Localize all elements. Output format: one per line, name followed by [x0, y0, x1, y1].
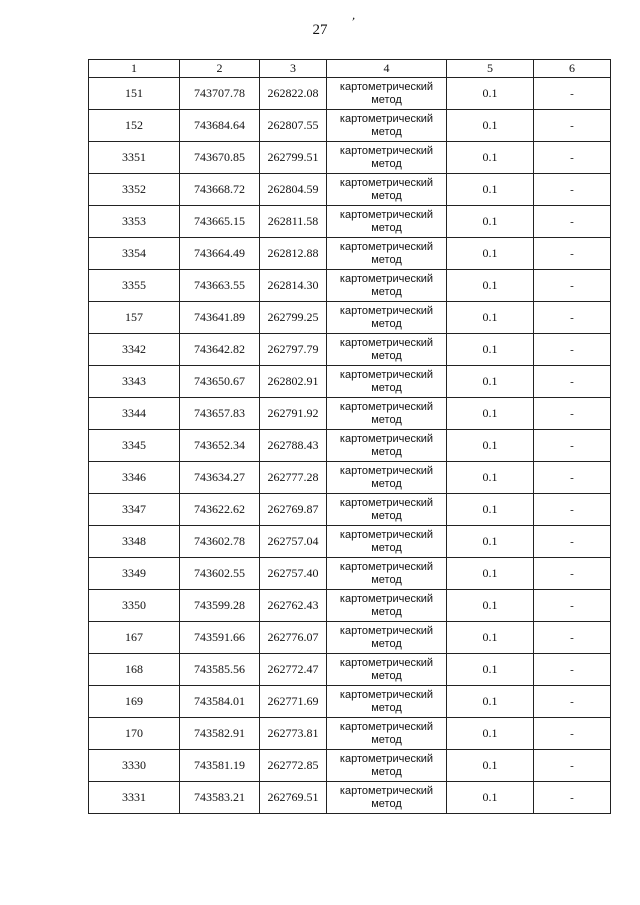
y-coordinate-cell: 262822.08	[260, 78, 327, 110]
accuracy-cell: 0.1	[447, 462, 534, 494]
note-cell: -	[534, 366, 611, 398]
method-text: метод	[371, 733, 402, 746]
column-header: 2	[180, 60, 260, 78]
accuracy-cell: 0.1	[447, 750, 534, 782]
accuracy-cell: 0.1	[447, 174, 534, 206]
table-row	[89, 366, 611, 398]
y-coordinate-cell: 262788.43	[260, 430, 327, 462]
method-text: метод	[371, 669, 402, 682]
method-text: метод	[371, 445, 402, 458]
y-coordinate-cell: 262772.47	[260, 654, 327, 686]
method-text: метод	[371, 125, 402, 138]
y-coordinate-cell: 262762.43	[260, 590, 327, 622]
accuracy-cell: 0.1	[447, 206, 534, 238]
accuracy-cell: 0.1	[447, 142, 534, 174]
method-cell	[327, 686, 447, 718]
x-coordinate-cell: 743585.56	[180, 654, 260, 686]
table-row	[89, 302, 611, 334]
accuracy-cell: 0.1	[447, 430, 534, 462]
method-text: картометрический	[339, 528, 434, 541]
accuracy-cell: 0.1	[447, 782, 534, 814]
method-text: метод	[371, 349, 402, 362]
y-coordinate-cell: 262771.69	[260, 686, 327, 718]
method-cell	[327, 526, 447, 558]
y-coordinate-cell: 262804.59	[260, 174, 327, 206]
x-coordinate-cell: 743652.34	[180, 430, 260, 462]
method-text: метод	[371, 797, 402, 810]
method-text: метод	[371, 381, 402, 394]
accuracy-cell: 0.1	[447, 494, 534, 526]
y-coordinate-cell: 262791.92	[260, 398, 327, 430]
point-number-cell: 169	[89, 686, 180, 718]
table-row	[89, 718, 611, 750]
x-coordinate-cell: 743582.91	[180, 718, 260, 750]
x-coordinate-cell: 743599.28	[180, 590, 260, 622]
column-header: 6	[534, 60, 611, 78]
y-coordinate-cell: 262773.81	[260, 718, 327, 750]
accuracy-cell: 0.1	[447, 654, 534, 686]
accuracy-cell: 0.1	[447, 334, 534, 366]
note-cell: -	[534, 430, 611, 462]
method-cell	[327, 302, 447, 334]
point-number-cell: 3349	[89, 558, 180, 590]
x-coordinate-cell: 743665.15	[180, 206, 260, 238]
y-coordinate-cell: 262797.79	[260, 334, 327, 366]
table-row	[89, 142, 611, 174]
point-number-cell: 3345	[89, 430, 180, 462]
method-cell	[327, 750, 447, 782]
note-cell: -	[534, 334, 611, 366]
note-cell: -	[534, 270, 611, 302]
page-number: 27	[312, 22, 328, 38]
column-header: 5	[447, 60, 534, 78]
y-coordinate-cell: 262776.07	[260, 622, 327, 654]
point-number-cell: 168	[89, 654, 180, 686]
method-text: картометрический	[339, 112, 434, 125]
method-text: метод	[371, 285, 402, 298]
x-coordinate-cell: 743641.89	[180, 302, 260, 334]
table-row	[89, 206, 611, 238]
point-number-cell: 170	[89, 718, 180, 750]
method-text: картометрический	[339, 144, 434, 157]
method-text: картометрический	[339, 208, 434, 221]
scan-mark: ,	[351, 7, 358, 23]
method-cell	[327, 110, 447, 142]
point-number-cell: 151	[89, 78, 180, 110]
note-cell: -	[534, 526, 611, 558]
method-text: картометрический	[339, 688, 434, 701]
note-cell: -	[534, 750, 611, 782]
note-cell: -	[534, 110, 611, 142]
accuracy-cell: 0.1	[447, 270, 534, 302]
accuracy-cell: 0.1	[447, 110, 534, 142]
table-row	[89, 654, 611, 686]
accuracy-cell: 0.1	[447, 366, 534, 398]
method-cell	[327, 782, 447, 814]
y-coordinate-cell: 262799.51	[260, 142, 327, 174]
accuracy-cell: 0.1	[447, 526, 534, 558]
x-coordinate-cell: 743634.27	[180, 462, 260, 494]
accuracy-cell: 0.1	[447, 718, 534, 750]
method-text: метод	[371, 573, 402, 586]
column-header: 3	[260, 60, 327, 78]
x-coordinate-cell: 743581.19	[180, 750, 260, 782]
note-cell: -	[534, 718, 611, 750]
coordinates-table	[88, 59, 611, 814]
y-coordinate-cell: 262757.40	[260, 558, 327, 590]
x-coordinate-cell: 743657.83	[180, 398, 260, 430]
method-text: метод	[371, 605, 402, 618]
method-cell	[327, 366, 447, 398]
accuracy-cell: 0.1	[447, 302, 534, 334]
note-cell: -	[534, 142, 611, 174]
method-text: картометрический	[339, 240, 434, 253]
method-text: картометрический	[339, 656, 434, 669]
accuracy-cell: 0.1	[447, 686, 534, 718]
point-number-cell: 3344	[89, 398, 180, 430]
y-coordinate-cell: 262777.28	[260, 462, 327, 494]
method-text: картометрический	[339, 272, 434, 285]
method-text: картометрический	[339, 304, 434, 317]
y-coordinate-cell: 262769.51	[260, 782, 327, 814]
method-text: картометрический	[339, 400, 434, 413]
point-number-cell: 3355	[89, 270, 180, 302]
method-cell	[327, 558, 447, 590]
x-coordinate-cell: 743684.64	[180, 110, 260, 142]
table-row	[89, 526, 611, 558]
method-text: метод	[371, 93, 402, 106]
note-cell: -	[534, 494, 611, 526]
x-coordinate-cell: 743650.67	[180, 366, 260, 398]
accuracy-cell: 0.1	[447, 590, 534, 622]
x-coordinate-cell: 743670.85	[180, 142, 260, 174]
method-text: метод	[371, 477, 402, 490]
method-text: картометрический	[339, 496, 434, 509]
method-cell	[327, 174, 447, 206]
method-text: метод	[371, 157, 402, 170]
point-number-cell: 152	[89, 110, 180, 142]
point-number-cell: 157	[89, 302, 180, 334]
point-number-cell: 3353	[89, 206, 180, 238]
method-text: картометрический	[339, 80, 434, 93]
method-cell	[327, 142, 447, 174]
accuracy-cell: 0.1	[447, 558, 534, 590]
method-text: метод	[371, 189, 402, 202]
method-text: картометрический	[339, 624, 434, 637]
x-coordinate-cell: 743707.78	[180, 78, 260, 110]
method-cell	[327, 270, 447, 302]
table-row	[89, 750, 611, 782]
table-row	[89, 334, 611, 366]
method-cell	[327, 718, 447, 750]
point-number-cell: 3348	[89, 526, 180, 558]
note-cell: -	[534, 174, 611, 206]
note-cell: -	[534, 302, 611, 334]
method-text: картометрический	[339, 464, 434, 477]
table-row	[89, 238, 611, 270]
method-cell	[327, 238, 447, 270]
note-cell: -	[534, 558, 611, 590]
table-row	[89, 110, 611, 142]
note-cell: -	[534, 686, 611, 718]
column-header: 1	[89, 60, 180, 78]
table-row	[89, 782, 611, 814]
y-coordinate-cell: 262757.04	[260, 526, 327, 558]
note-cell: -	[534, 782, 611, 814]
method-text: картометрический	[339, 368, 434, 381]
note-cell: -	[534, 238, 611, 270]
x-coordinate-cell: 743622.62	[180, 494, 260, 526]
method-text: метод	[371, 701, 402, 714]
table-row	[89, 558, 611, 590]
note-cell: -	[534, 654, 611, 686]
method-text: метод	[371, 253, 402, 266]
method-cell	[327, 462, 447, 494]
note-cell: -	[534, 398, 611, 430]
x-coordinate-cell: 743584.01	[180, 686, 260, 718]
x-coordinate-cell: 743642.82	[180, 334, 260, 366]
method-text: метод	[371, 413, 402, 426]
point-number-cell: 3351	[89, 142, 180, 174]
method-text: картометрический	[339, 784, 434, 797]
x-coordinate-cell: 743602.78	[180, 526, 260, 558]
method-text: метод	[371, 221, 402, 234]
table-row	[89, 494, 611, 526]
x-coordinate-cell: 743602.55	[180, 558, 260, 590]
point-number-cell: 167	[89, 622, 180, 654]
method-cell	[327, 334, 447, 366]
note-cell: -	[534, 590, 611, 622]
method-text: картометрический	[339, 752, 434, 765]
method-text: картометрический	[339, 336, 434, 349]
table-row	[89, 174, 611, 206]
note-cell: -	[534, 206, 611, 238]
y-coordinate-cell: 262811.58	[260, 206, 327, 238]
method-cell	[327, 622, 447, 654]
method-cell	[327, 398, 447, 430]
method-cell	[327, 590, 447, 622]
method-text: картометрический	[339, 176, 434, 189]
method-text: метод	[371, 317, 402, 330]
method-text: картометрический	[339, 592, 434, 605]
point-number-cell: 3343	[89, 366, 180, 398]
table-header-row	[89, 60, 611, 78]
table-row	[89, 462, 611, 494]
y-coordinate-cell: 262802.91	[260, 366, 327, 398]
point-number-cell: 3331	[89, 782, 180, 814]
accuracy-cell: 0.1	[447, 78, 534, 110]
note-cell: -	[534, 78, 611, 110]
column-header: 4	[327, 60, 447, 78]
method-cell	[327, 430, 447, 462]
point-number-cell: 3346	[89, 462, 180, 494]
x-coordinate-cell: 743591.66	[180, 622, 260, 654]
point-number-cell: 3330	[89, 750, 180, 782]
note-cell: -	[534, 622, 611, 654]
point-number-cell: 3352	[89, 174, 180, 206]
point-number-cell: 3342	[89, 334, 180, 366]
y-coordinate-cell: 262807.55	[260, 110, 327, 142]
y-coordinate-cell: 262769.87	[260, 494, 327, 526]
method-cell	[327, 654, 447, 686]
accuracy-cell: 0.1	[447, 398, 534, 430]
method-cell	[327, 494, 447, 526]
table-row	[89, 430, 611, 462]
method-text: картометрический	[339, 560, 434, 573]
point-number-cell: 3347	[89, 494, 180, 526]
table-row	[89, 686, 611, 718]
accuracy-cell: 0.1	[447, 238, 534, 270]
table-row	[89, 78, 611, 110]
method-text: картометрический	[339, 720, 434, 733]
y-coordinate-cell: 262772.85	[260, 750, 327, 782]
accuracy-cell: 0.1	[447, 622, 534, 654]
point-number-cell: 3350	[89, 590, 180, 622]
method-text: метод	[371, 637, 402, 650]
table-row	[89, 590, 611, 622]
table-row	[89, 398, 611, 430]
method-text: метод	[371, 509, 402, 522]
table-row	[89, 270, 611, 302]
point-number-cell: 3354	[89, 238, 180, 270]
x-coordinate-cell: 743663.55	[180, 270, 260, 302]
x-coordinate-cell: 743664.49	[180, 238, 260, 270]
x-coordinate-cell: 743668.72	[180, 174, 260, 206]
y-coordinate-cell: 262814.30	[260, 270, 327, 302]
method-cell	[327, 78, 447, 110]
y-coordinate-cell: 262812.88	[260, 238, 327, 270]
method-text: метод	[371, 765, 402, 778]
method-text: картометрический	[339, 432, 434, 445]
method-text: метод	[371, 541, 402, 554]
method-cell	[327, 206, 447, 238]
note-cell: -	[534, 462, 611, 494]
table-row	[89, 622, 611, 654]
y-coordinate-cell: 262799.25	[260, 302, 327, 334]
x-coordinate-cell: 743583.21	[180, 782, 260, 814]
